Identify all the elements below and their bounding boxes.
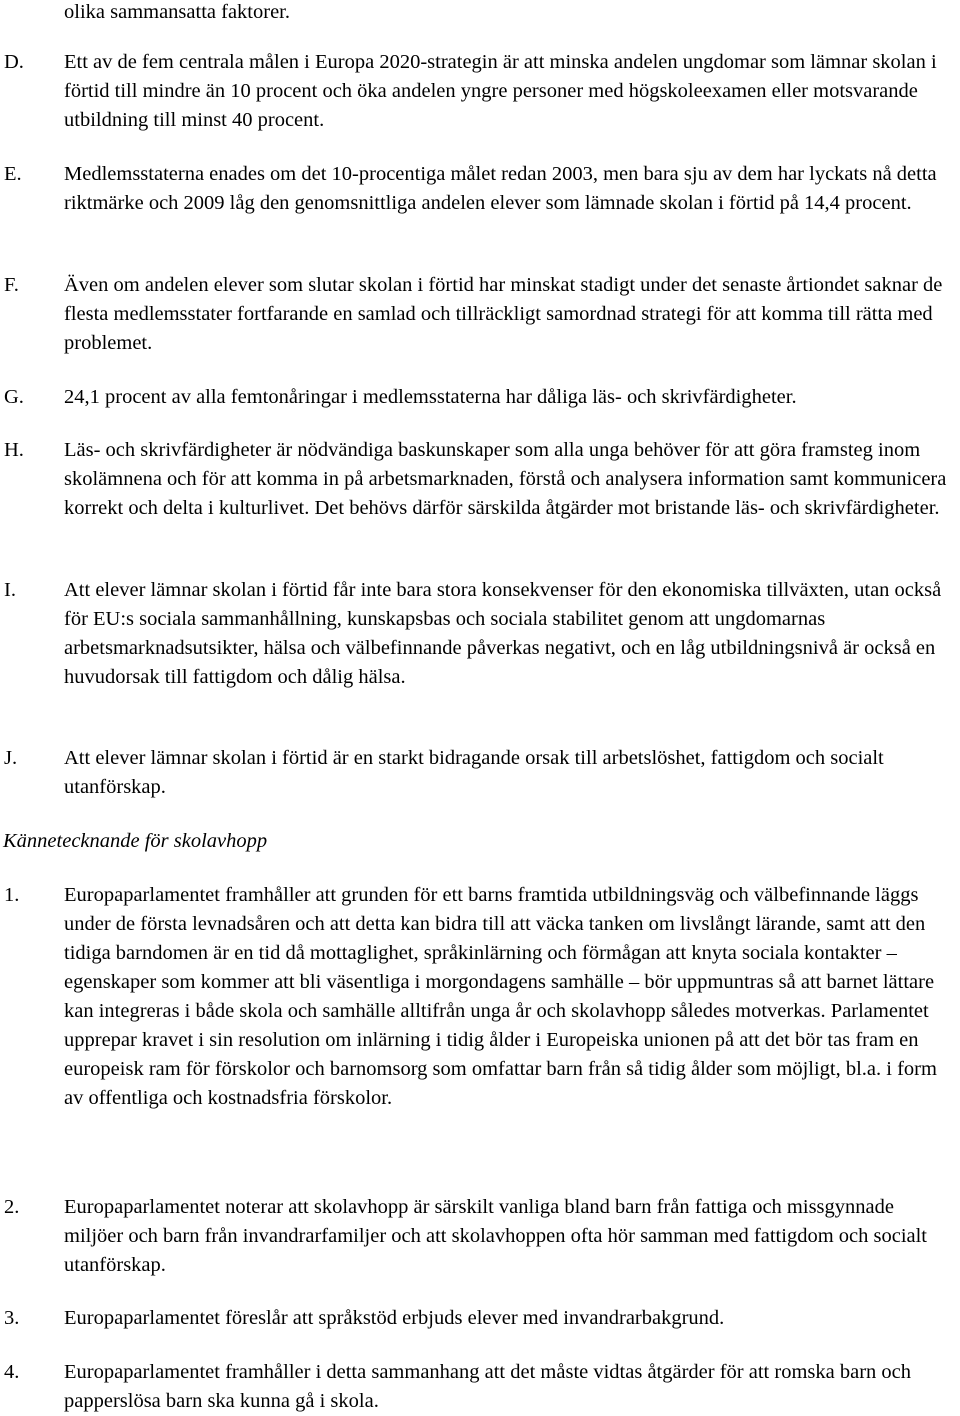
- paragraph-marker: G.: [4, 386, 24, 408]
- paragraph-marker: I.: [4, 579, 16, 601]
- paragraph-marker: E.: [4, 163, 22, 185]
- paragraph-g: [0, 383, 958, 412]
- paragraph-f: [0, 271, 958, 358]
- paragraph-text: 24,1 procent av alla femtonåringar i medlemsstaterna har dåliga läs- och skrivfärdigheter.: [64, 386, 797, 408]
- item-number: 3.: [4, 1307, 20, 1329]
- paragraph-text: Medlemsstaterna enades om det 10-procentiga målet redan 2003, men bara sju av dem har lyckats nå detta riktmärke och 2009 låg den genomsnittliga andelen elever som lämnade skolan i förtid på 14,4 procent.: [64, 163, 937, 214]
- item-text: Europaparlamentet framhåller att grunden för ett barns framtida utbildningsväg och välbefinnande läggs under de första levnadsåren och att detta kan bidra till att väcka tanken om livslångt lärande, samt att den tidiga barndomen är en tid då mottaglighet, språkinlärning och förmågan att knyta sociala kontakter – egenskaper som kommer att bli väsentliga i morgondagens samhälle – bör uppmuntras så att barnet lättare kan integreras i både skola och samhälle alltifrån unga år och skolavhopp således motverkas. Parlamentet upprepar kravet i sin resolution om inlärning i tidig ålder i Europeiska unionen på att det bör tas fram en europeisk ram för förskolor och barnomsorg som omfattar barn från så tidig ålder som möjligt, bl.a. i form av offentliga och kostnadsfria förskolor.: [64, 884, 937, 1109]
- item-number: 4.: [4, 1361, 20, 1383]
- paragraph-e: [0, 160, 958, 218]
- numbered-item-1: [0, 881, 958, 1113]
- paragraph-d: [0, 48, 958, 135]
- paragraph-text: Att elever lämnar skolan i förtid får inte bara stora konsekvenser för den ekonomiska tillväxten, utan också för EU:s sociala sammanhållning, kunskapsbas och sociala stabilitet genom att ungdomarnas arbetsmarknadsutsikter, hälsa och välbefinnande påverkas negativt, och en låg utbildningsnivå är också en huvudorsak till fattigdom och dålig hälsa.: [64, 579, 942, 688]
- paragraph-text: Även om andelen elever som slutar skolan i förtid har minskat stadigt under det senaste årtiondet saknar de flesta medlemsstater fortfarande en samlad och tillräckligt samordnad strategi för att komma till rätta med problemet.: [64, 274, 943, 354]
- paragraph-i: [0, 576, 958, 692]
- item-number: 2.: [4, 1196, 20, 1218]
- paragraph-marker: D.: [4, 51, 24, 73]
- section-heading: Kännetecknande för skolavhopp: [3, 830, 268, 852]
- numbered-item-3: [0, 1304, 958, 1333]
- item-text: Europaparlamentet föreslår att språkstöd erbjuds elever med invandrarbakgrund.: [64, 1307, 725, 1329]
- paragraph-text: Läs- och skrivfärdigheter är nödvändiga baskunskaper som alla unga behöver för att göra framsteg inom skolämnena och för att komma in på arbetsmarknaden, förstå och analysera information samt kommunicera korrekt och delta i kulturlivet. Det behövs därför särskilda åtgärder mot bristande läs- och skrivfärdigheter.: [64, 439, 947, 519]
- paragraph-text: Att elever lämnar skolan i förtid är en starkt bidragande orsak till arbetslöshet, fattigdom och socialt utanförskap.: [64, 747, 884, 798]
- paragraph-marker: H.: [4, 439, 24, 461]
- paragraph-h: [0, 436, 958, 523]
- item-number: 1.: [4, 884, 20, 906]
- item-text: Europaparlamentet framhåller i detta sammanhang att det måste vidtas åtgärder för att romska barn och papperslösa barn ska kunna gå i skola.: [64, 1361, 911, 1412]
- paragraph-marker: F.: [4, 274, 19, 296]
- numbered-item-2: [0, 1193, 958, 1280]
- paragraph-j: [0, 744, 958, 802]
- intro-line: olika sammansatta faktorer.: [64, 1, 290, 23]
- paragraph-text: Ett av de fem centrala målen i Europa 2020-strategin är att minska andelen ungdomar som lämnar skolan i förtid till mindre än 10 procent och öka andelen yngre personer med högskoleexamen eller motsvarande utbildning till minst 40 procent.: [64, 51, 937, 131]
- item-text: Europaparlamentet noterar att skolavhopp är särskilt vanliga bland barn från fattiga och missgynnade miljöer och barn från invandrarfamiljer och att skolavhoppen ofta hör samman med fattigdom och socialt utanförskap.: [64, 1196, 928, 1276]
- numbered-item-4: [0, 1358, 958, 1416]
- paragraph-marker: J.: [4, 747, 18, 769]
